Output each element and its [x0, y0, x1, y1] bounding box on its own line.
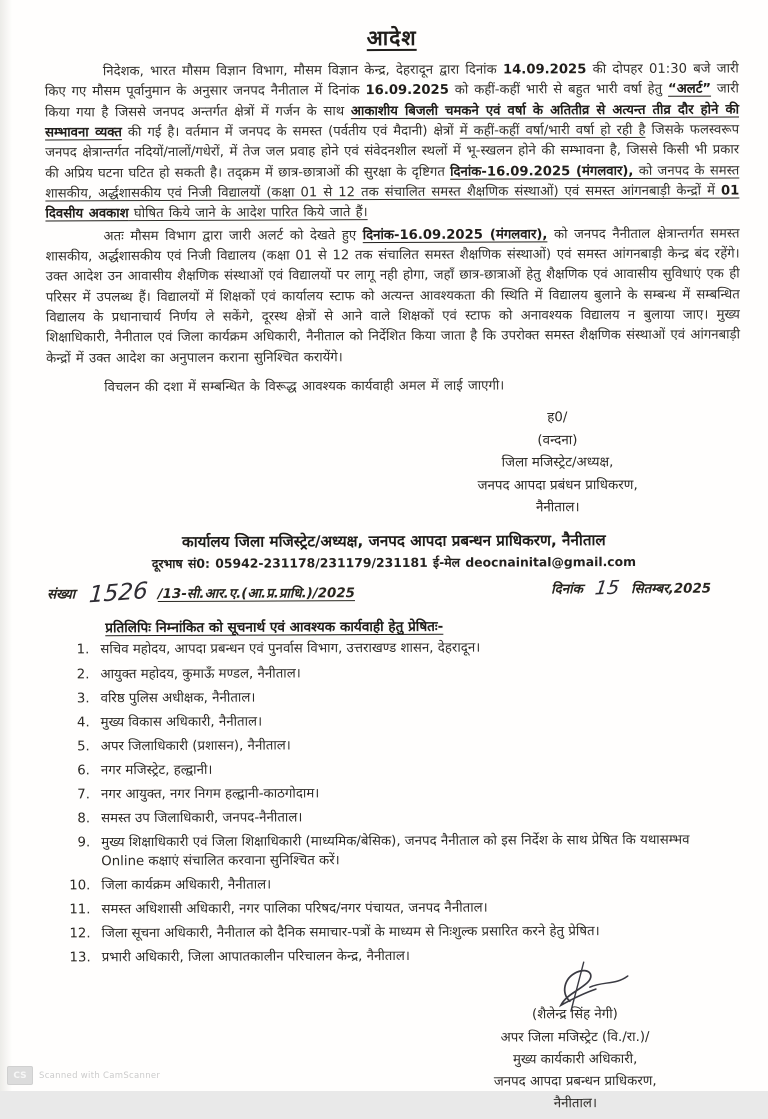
signatory-name: (शैलेन्द्र सिंह नेगी) — [531, 1007, 618, 1023]
list-item-text: समस्त अधिशासी अधिकारी, नगर पालिका परिषद/नगर पंचायत, जनपद नैनीताल। — [101, 900, 488, 918]
signature-abbrev: ह0/ — [547, 410, 568, 426]
list-item-number: 1. — [76, 642, 90, 658]
list-item-number: 9. — [77, 835, 91, 851]
signatory-designation-2: मुख्य कार्यकारी अधिकारी, — [512, 1051, 638, 1068]
list-item-number: 13. — [69, 950, 91, 966]
list-item — [63, 639, 741, 661]
list-item — [64, 735, 742, 757]
signatory-authority: जनपद आपदा प्रबन्धन प्राधिकरण, — [493, 1073, 657, 1090]
order-paragraph-3: विचलन की दशा में सम्बन्धित के विरूद्ध आवश्यक कार्यवाही अमल में लाई जाएगी। — [104, 378, 505, 396]
list-item-number: 11. — [69, 902, 91, 918]
list-item-text: अपर जिलाधिकारी (प्रशासन), नैनीताल। — [100, 738, 291, 755]
list-item-number: 2. — [76, 666, 90, 682]
ref-date-handwritten: 15 — [593, 577, 621, 600]
list-item-text: जिला सूचना अधिकारी, नैनीताल को दैनिक समाचार-पत्रों के माध्यम से निःशुल्क प्रसारित करने हेतु प्रेषित। — [101, 924, 600, 942]
phone-email-line: दूरभाष सं0: 05942-231178/231179/231181 ई-मेल deocnainital@gmail.com — [151, 554, 637, 572]
list-item — [64, 759, 742, 781]
list-item — [64, 711, 742, 733]
list-item — [65, 923, 743, 945]
list-item — [65, 947, 743, 969]
text-segment: “अलर्ट” — [667, 81, 712, 98]
list-item-text: मुख्य शिक्षाधिकारी एवं जिला शिक्षाधिकारी (माध्यमिक/बेसिक), जनपद नैनीताल को इस निर्देश के साथ प्रेषित कि यथासम्भव Online कक्षाएं संचालित करवाना सुनिश्चित करें। — [101, 833, 690, 870]
text-segment: को जनपद नैनीताल क्षेत्रान्तर्गत समस्त शासकीय, अर्द्धशासकीय एवं निजी विद्यालय (कक्षा 01 से 12 तक संचालित समस्त शैक्षणिक संस्थाओं) एवं समस्त आंगनबाड़ी केन्द्र बंद रहेंगे। उक्त आदेश उन आवासीय शैक्षणिक संस्थाओं एवं विद्यालयों पर लागू नही होगा, जहाँ छात्र-छात्राओं हेतु शैक्षणिक एवं आवासीय सुविधाएं एक ही परिसर में उपलब्ध हैं। विद्यालयों में शिक्षकों एवं कार्यालय स्टाफ को अत्यन्त आवश्यकता की स्थिति में विद्यालय बुलाने के सम्बन्ध में सम्बन्धित विद्यालय के प्रधानाचार्य निर्णय ले सकेंगे, दूरस्थ क्षेत्रों से आने वाले शिक्षकों एवं स्टाफ को अनावश्यक विद्यालय न बुलाया जाए। मुख्य शिक्षाधिकारी, नैनीताल एवं जिला कार्यक्रम अधिकारी, नैनीताल को निर्देशित किया जाता है कि उपरोक्त समस्त शैक्षणिक संस्थाओं एवं आंगनबाड़ी केन्द्रों में उक्त आदेश का अनुपालन कराना सुनिश्चित करायेंगे। — [45, 226, 741, 367]
list-item-text: वरिष्ठ पुलिस अधीक्षक, नैनीताल। — [100, 690, 256, 706]
text-segment: 14.09.2025 — [502, 62, 587, 78]
list-item-number: 6. — [77, 763, 90, 779]
text-segment: की दोपहर 01:30 बजे जारी किए गए मौसम पूर्वानुमान के अनुसार जनपद नैनीताल में दिनांक — [44, 61, 739, 100]
list-item — [64, 875, 742, 897]
signatory-designation: जिला मजिस्ट्रेट/अध्यक्ष, — [501, 455, 614, 471]
ref-date-label: दिनांक — [551, 582, 583, 598]
signatory-name: (वन्दना) — [537, 432, 578, 449]
list-item — [64, 784, 742, 806]
text-segment: दिनांक-16.09.2025 (मंगलवार), — [362, 226, 548, 243]
text-segment: अतः मौसम विभाग द्वारा जारी अलर्ट को देखते हुए — [103, 227, 363, 244]
list-item-text: समस्त उप जिलाधिकारी, जनपद-नैनीताल। — [101, 810, 303, 827]
list-item-text: आयुक्त महोदय, कुमाऊँ मण्डल, नैनीताल। — [100, 665, 301, 682]
ref-number-handwritten: 1526 — [88, 578, 149, 609]
text-segment: 01 दिवसीय अवकाश — [45, 183, 740, 222]
list-item — [64, 687, 742, 709]
list-item-text: मुख्य विकास अधिकारी, नैनीताल। — [100, 714, 263, 731]
text-segment: को जनपद के समस्त शासकीय, अर्द्धशासकीय एवं निजी विद्यालयों (कक्षा 01 से 12 तक संचालित समस्त शैक्षणिक संस्थाओं) एवं समस्त आंगनबाड़ी केन्द्रों में — [45, 163, 740, 202]
camscanner-icon: CS — [7, 1066, 33, 1085]
list-item — [64, 899, 742, 921]
order-title: आदेश — [366, 25, 417, 51]
signatory-designation-1: अपर जिला मजिस्ट्रेट (वि./रा.)/ — [500, 1029, 650, 1046]
signature-block-additional-district-magistrate — [425, 971, 726, 1115]
ref-date — [551, 578, 711, 598]
text-segment: जिसके फलस्वरूप जनपद क्षेत्रान्तर्गत नदियों/नालों/गधेरों, में तेज जल प्रवाह होने एवं संवेदनशील स्थलों में भू-स्खलन होने की सम्भावना है, जिससे किसी भी प्रकार की अप्रिय घटना घटित हो सकती है। तद्क्रम में छात्र-छात्राओं की सुरक्षा के दृष्टिगत — [45, 122, 740, 182]
list-item-text: नगर मजिस्ट्रेट, हल्द्वानी। — [100, 762, 213, 779]
order-paragraph-1 — [45, 59, 740, 225]
order-paragraph-2 — [45, 224, 740, 369]
signatory-place: नैनीताल। — [553, 1096, 598, 1112]
office-letterhead: कार्यालय जिला मजिस्ट्रेट/अध्यक्ष, जनपद आपदा प्रबन्धन प्राधिकरण, नैनीताल — [181, 531, 606, 552]
ref-number-label: संख्या — [47, 587, 76, 603]
list-item-number: 5. — [77, 739, 90, 755]
text-segment: जारी किया गया है जिससे जनपद अन्तर्गत क्षेत्रों में गर्जन के साथ — [44, 81, 739, 121]
order-content — [45, 22, 744, 1119]
list-item-text: प्रभारी अधिकारी, जिला आपातकालीन परिचालन केन्द्र, नैनीताल। — [101, 949, 410, 966]
list-item-number: 8. — [77, 811, 91, 827]
copy-section-heading: प्रतिलिपिः निम्नांकित को सूचनार्थ एवं आवश्यक कार्यवाही हेतु प्रेषितः- — [105, 619, 444, 637]
copy-recipient-list — [63, 639, 742, 968]
text-segment: निदेशक, भारत मौसम विज्ञान विभाग, मौसम विज्ञान केन्द्र, देहरादून द्वारा दिनांक — [102, 62, 503, 80]
list-item-number: 3. — [76, 690, 90, 707]
text-segment: 16.09.2025 — [365, 83, 449, 99]
list-item-number: 7. — [77, 787, 91, 803]
list-item-number: 10. — [69, 878, 91, 894]
list-item-text: सचिव महोदय, आपदा प्रबन्धन एवं पुनर्वास विभाग, उत्तराखण्ड शासन, देहरादून। — [100, 641, 481, 658]
reference-line — [47, 578, 741, 611]
ref-date-text: सितम्बर,2025 — [631, 582, 712, 598]
list-item — [63, 663, 741, 685]
list-item — [64, 808, 742, 830]
list-item-text: नगर आयुक्त, नगर निगम हल्द्वानी-काठगोदाम। — [100, 786, 320, 803]
camscanner-watermark — [7, 1066, 160, 1085]
text-segment: को कहीं-कहीं भारी से बहुत भारी वर्षा हेतु — [448, 82, 669, 99]
text-segment: की गई है। वर्तमान में जनपद के समस्त (पर्वतीय एवं मैदानी) क्षेत्रों — [121, 123, 460, 141]
text-segment: घोषित किये जाने के आदेश पारित किये जाते हैं। — [128, 205, 368, 222]
camscanner-label: Scanned with CamScanner — [39, 1070, 161, 1081]
text-segment: दिनांक-16.09.2025 (मंगलवार), — [450, 163, 634, 180]
list-item-number: 4. — [76, 715, 90, 731]
text-segment: आकाशीय बिजली चमकने एवं वर्षा के अतितीव्र से अत्यन्त तीव्र दौर होने की सम्भावना व्यक्त — [45, 102, 740, 141]
signatory-authority: जनपद आपदा प्रबंधन प्राधिकरण, — [477, 477, 638, 494]
ref-number-text: /13-सी.आर.ए.(आ.प्र.प्राधि.)/2025 — [157, 586, 355, 603]
list-item-number: 12. — [69, 926, 91, 942]
signatory-place: नैनीताल। — [535, 500, 580, 516]
text-segment: में कहीं-कहीं वर्षा/भारी वर्षा हो रही है — [459, 122, 646, 139]
list-item-text: जिला कार्यक्रम अधिकारी, नैनीताल। — [101, 877, 272, 894]
list-item — [64, 832, 742, 872]
handwritten-signature — [530, 961, 640, 1021]
signature-block-district-magistrate — [422, 408, 692, 518]
